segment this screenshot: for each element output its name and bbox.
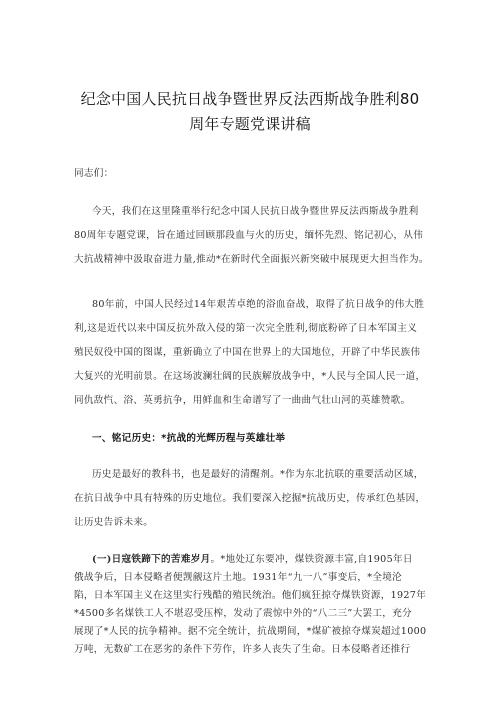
subsection-title: (一)日寇铁蹄下的苦难岁月 (92, 554, 211, 565)
section-heading: 一、铭记历史：*抗战的光辉历程与英雄壮举 (92, 433, 286, 444)
paragraph-line: 殖民奴役中国的图谋，重新确立了中国在世界上的大国地位，开辟了中华民族伟 (74, 347, 421, 358)
paragraph-line: 今天，我们在这里隆重举行纪念中国人民抗日战争暨世界反法西斯战争胜利 (92, 206, 419, 217)
paragraph-line: 大抗战精神中汲取奋进力量,推动*在新时代全面振兴新突破中展现更大担当作为。 (74, 254, 429, 265)
paragraph-line: 利,这是近代以来中国反抗外敌入侵的第一次完全胜利,彻底粉碎了日本军国主义 (74, 323, 418, 334)
paragraph-line: 80年前，中国人民经过14年艰苦卓绝的浴血奋战，取得了抗日战争的伟大胜 (92, 299, 425, 310)
paragraph-line: 让历史告诉未来。 (74, 517, 154, 528)
paragraph-line: *4500多名煤铁工人不堪忍受压榨，发动了震惊中外的“八二三”大罢工，充分 (74, 608, 412, 619)
paragraph-line (92, 551, 434, 565)
paragraph-line: 同仇敌忾、浴、英勇抗争，用鲜血和生命谱写了一曲曲气壮山河的英雄赞歌。 (74, 395, 411, 406)
paragraph-line: 俄战争后，日本侵略者便觊觎这片土地。1931年“九一八”事变后，*全境沦 (74, 572, 403, 583)
document-title-line-1: 纪念中国人民抗日战争暨世界反法西斯战争胜利80 (80, 90, 420, 108)
paragraph-line: 大复兴的光明前景。在这场波澜壮阔的民族解放战争中，*人民与全国人民一道， (74, 371, 426, 382)
paragraph-line: 历史是最好的教科书，也是最好的清醒剂。*作为东北抗联的重要活动区域， (92, 469, 424, 480)
greeting: 同志们： (74, 168, 114, 179)
paragraph-line: 80周年专题党课，旨在通过回顾那段血与火的历史，缅怀先烈、铭记初心，从伟 (74, 230, 424, 241)
paragraph-line: 展现了*人民的抗争精神。据不完全统计，抗战期间，*煤矿被掠夺煤炭超过1000 (74, 626, 427, 637)
paragraph-line: 在抗日战争中具有特殊的历史地位。我们要深入挖掘*抗战历史，传承红色基因， (74, 493, 426, 504)
paragraph-line: 陷，日本军国主义在这里实行残酷的殖民统治。他们疯狂掠夺煤铁资源，1927年 (74, 590, 427, 601)
document-title-line-2: 周年专题党课讲稿 (189, 115, 311, 133)
subsection-text: 。*地处辽东要冲，煤铁资源丰富,自1905年日 (210, 554, 413, 565)
paragraph-line: 万吨，无数矿工在恶劣的条件下劳作，许多人丧失了生命。日本侵略者还推行 (74, 644, 411, 655)
